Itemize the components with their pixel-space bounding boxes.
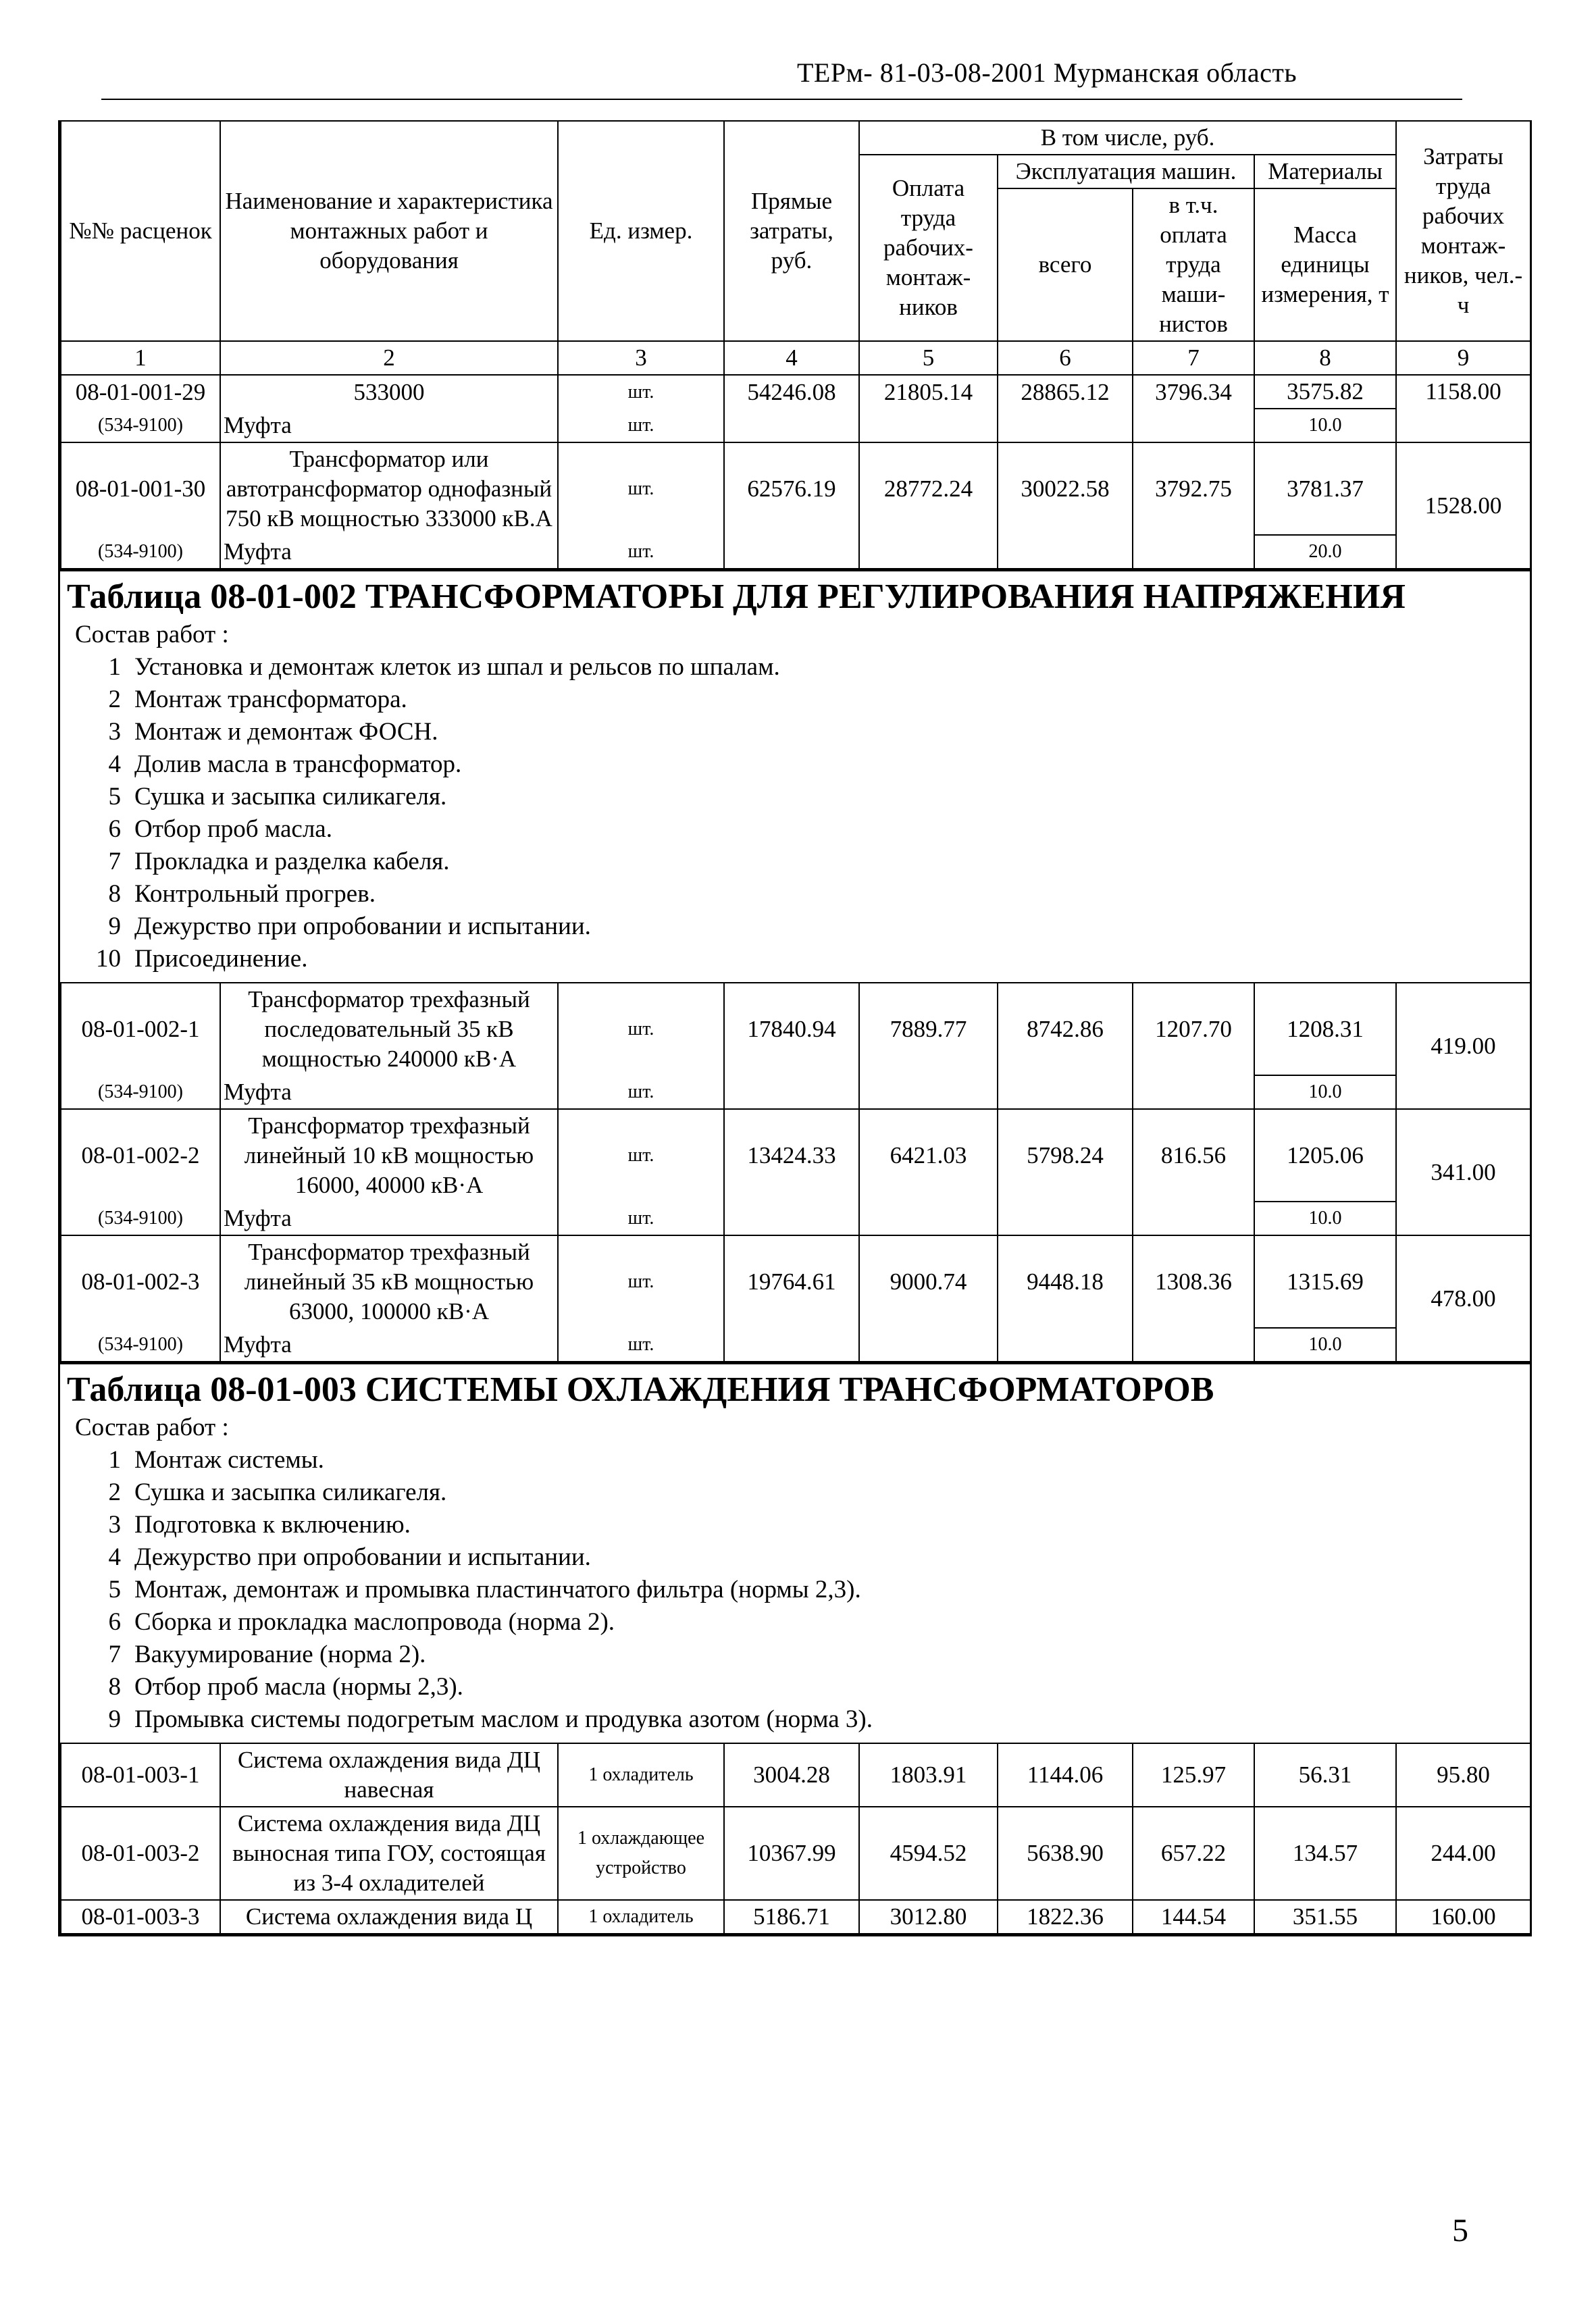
- material-unit: шт.: [558, 1075, 724, 1109]
- material-name: Муфта: [220, 1328, 558, 1362]
- header-name: Наименование и характеристика монтажных работ и оборудования: [220, 121, 558, 341]
- table-row: [61, 442, 1530, 535]
- work-item: 6 Отбор проб масла.: [108, 815, 332, 843]
- row-unit: шт.: [558, 442, 724, 535]
- table-row: [61, 1807, 1530, 1900]
- header-machines-incl: в т.ч. оплата труда маши-нистов: [1133, 188, 1254, 341]
- row-machinists: 3792.75: [1133, 442, 1254, 535]
- row-machines: 5638.90: [998, 1807, 1133, 1900]
- header-rule: [101, 99, 1462, 100]
- section-title: Таблица 08-01-003 СИСТЕМЫ ОХЛАЖДЕНИЯ ТРАНСФОРМАТОРОВ: [67, 1370, 1214, 1409]
- row-unit: 1 охлаждающее устройство: [558, 1807, 724, 1900]
- work-item: 1 Монтаж системы.: [108, 1446, 324, 1474]
- row-code: 08-01-002-2: [61, 1109, 220, 1202]
- row-name: Трансформатор трехфазный линейный 10 кВ мощностью 16000, 40000 кВ·А: [220, 1109, 558, 1202]
- header-labor: Оплата труда рабочих-монтаж-ников: [859, 155, 998, 341]
- work-item: 8 Контрольный прогрев.: [108, 880, 376, 908]
- row-machinists: 125.97: [1133, 1743, 1254, 1807]
- row-labor: 9000.74: [859, 1235, 998, 1328]
- material-name: Муфта: [220, 1202, 558, 1235]
- row-hours: 1158.00: [1396, 375, 1530, 442]
- work-item: 6 Сборка и прокладка маслопровода (норма 2).: [108, 1608, 615, 1636]
- row-name: 533000: [220, 375, 558, 409]
- header-unit: Ед. измер.: [558, 121, 724, 341]
- material-name: Муфта: [220, 535, 558, 569]
- col-number: 7: [1133, 341, 1254, 375]
- header-machines: Эксплуатация машин.: [998, 155, 1254, 188]
- row-unit: шт.: [558, 1235, 724, 1328]
- table-row: [61, 983, 1530, 1075]
- material-name: Муфта: [220, 1075, 558, 1109]
- column-number-row: [61, 341, 1530, 375]
- section-title: Таблица 08-01-002 ТРАНСФОРМАТОРЫ ДЛЯ РЕГУЛИРОВАНИЯ НАПРЯЖЕНИЯ: [67, 577, 1406, 616]
- row-direct: 54246.08: [724, 375, 859, 409]
- row-machines: 1822.36: [998, 1900, 1133, 1934]
- document-header: ТЕРм- 81-03-08-2001 Мурманская область: [797, 57, 1297, 88]
- row-machines: 28865.12: [998, 375, 1133, 409]
- header-direct: Прямые затраты, руб.: [724, 121, 859, 341]
- work-item: 9 Промывка системы подогретым маслом и продувка азотом (норма 3).: [108, 1705, 873, 1733]
- row-name: Трансформатор трехфазный линейный 35 кВ мощностью 63000, 100000 кВ·А: [220, 1235, 558, 1328]
- row-code: 08-01-003-2: [61, 1807, 220, 1900]
- row-unit: 1 охладитель: [558, 1743, 724, 1807]
- material-unit: шт.: [558, 409, 724, 442]
- row-machinists: 3796.34: [1133, 375, 1254, 409]
- row-unit: шт.: [558, 1109, 724, 1202]
- row-unit: шт.: [558, 375, 724, 409]
- row-machines: 1144.06: [998, 1743, 1133, 1807]
- row-materials: 3781.37: [1254, 442, 1396, 535]
- table-row: [61, 375, 1530, 409]
- work-item: 2 Монтаж трансформатора.: [108, 686, 407, 713]
- material-value: 10.0: [1254, 1202, 1396, 1235]
- table-row: [61, 1109, 1530, 1202]
- table-row: [61, 1235, 1530, 1328]
- row-machinists: 816.56: [1133, 1109, 1254, 1202]
- row-materials: 1208.31: [1254, 983, 1396, 1075]
- material-unit: шт.: [558, 535, 724, 569]
- material-code: (534-9100): [61, 409, 220, 442]
- work-item: 4 Дежурство при опробовании и испытании.: [108, 1543, 591, 1571]
- row-labor: 1803.91: [859, 1743, 998, 1807]
- rates-table-frame: [58, 120, 1532, 1936]
- work-item: 3 Монтаж и демонтаж ФОСН.: [108, 718, 438, 746]
- row-name: Система охлаждения вида Ц: [220, 1900, 558, 1934]
- row-machinists: 144.54: [1133, 1900, 1254, 1934]
- work-item: 10 Присоединение.: [96, 945, 308, 973]
- work-composition-title: Состав работ :: [75, 621, 229, 648]
- row-materials: 351.55: [1254, 1900, 1396, 1934]
- row-machines: 5798.24: [998, 1109, 1133, 1202]
- row-labor: 4594.52: [859, 1807, 998, 1900]
- row-labor: 3012.80: [859, 1900, 998, 1934]
- row-machines: 9448.18: [998, 1235, 1133, 1328]
- rates-table-block2: [60, 982, 1531, 1362]
- row-materials: 56.31: [1254, 1743, 1396, 1807]
- page-number: 5: [1452, 2213, 1468, 2248]
- work-item: 3 Подготовка к включению.: [108, 1511, 411, 1539]
- col-number: 3: [558, 341, 724, 375]
- table-08-01-003-section: [60, 1362, 1530, 1743]
- col-number: 1: [61, 341, 220, 375]
- row-name: Система охлаждения вида ДЦ навесная: [220, 1743, 558, 1807]
- material-row: [61, 1202, 1530, 1235]
- rates-table-block1: [60, 120, 1531, 569]
- row-direct: 17840.94: [724, 983, 859, 1075]
- row-direct: 10367.99: [724, 1807, 859, 1900]
- row-name: Трансформатор трехфазный последовательный 35 кВ мощностью 240000 кВ·А: [220, 983, 558, 1075]
- table-08-01-002-section: [60, 569, 1530, 982]
- row-machinists: 1308.36: [1133, 1235, 1254, 1328]
- material-unit: шт.: [558, 1202, 724, 1235]
- row-unit: шт.: [558, 983, 724, 1075]
- col-number: 4: [724, 341, 859, 375]
- work-item: 9 Дежурство при опробовании и испытании.: [108, 912, 591, 940]
- row-name: Система охлаждения вида ДЦ выносная типа ГОУ, состоящая из 3-4 охладителей: [220, 1807, 558, 1900]
- rates-table-block3: [60, 1743, 1531, 1934]
- row-machinists: 1207.70: [1133, 983, 1254, 1075]
- row-hours: 419.00: [1396, 983, 1530, 1109]
- header-machines-total: всего: [998, 188, 1133, 341]
- row-hours: 1528.00: [1396, 442, 1530, 569]
- row-direct: 19764.61: [724, 1235, 859, 1328]
- row-materials: 1205.06: [1254, 1109, 1396, 1202]
- row-machines: 8742.86: [998, 983, 1133, 1075]
- material-code: (534-9100): [61, 535, 220, 569]
- material-code: (534-9100): [61, 1202, 220, 1235]
- material-row: [61, 1328, 1530, 1362]
- table-row: [61, 1900, 1530, 1934]
- row-machines: 30022.58: [998, 442, 1133, 535]
- material-code: (534-9100): [61, 1075, 220, 1109]
- row-hours: 244.00: [1396, 1807, 1530, 1900]
- row-direct: 5186.71: [724, 1900, 859, 1934]
- work-item: 1 Установка и демонтаж клеток из шпал и рельсов по шпалам.: [108, 653, 780, 681]
- material-row: [61, 1075, 1530, 1109]
- work-item: 7 Вакуумирование (норма 2).: [108, 1641, 426, 1668]
- material-value: 10.0: [1254, 1328, 1396, 1362]
- row-hours: 341.00: [1396, 1109, 1530, 1235]
- work-item: 5 Монтаж, демонтаж и промывка пластинчатого фильтра (нормы 2,3).: [108, 1576, 861, 1603]
- col-number: 9: [1396, 341, 1530, 375]
- header-code: №№ расценок: [61, 121, 220, 341]
- material-row: [61, 409, 1530, 442]
- row-materials: 134.57: [1254, 1807, 1396, 1900]
- row-labor: 21805.14: [859, 375, 998, 409]
- col-number: 6: [998, 341, 1133, 375]
- row-code: 08-01-002-1: [61, 983, 220, 1075]
- material-row: [61, 535, 1530, 569]
- material-unit: шт.: [558, 1328, 724, 1362]
- work-item: 5 Сушка и засыпка силикагеля.: [108, 783, 447, 811]
- material-value: 10.0: [1254, 409, 1396, 442]
- header-including: В том числе, руб.: [859, 121, 1396, 155]
- row-code: 08-01-002-3: [61, 1235, 220, 1328]
- row-labor: 6421.03: [859, 1109, 998, 1202]
- work-item: 2 Сушка и засыпка силикагеля.: [108, 1479, 447, 1506]
- row-materials: 1315.69: [1254, 1235, 1396, 1328]
- row-direct: 62576.19: [724, 442, 859, 535]
- row-labor: 28772.24: [859, 442, 998, 535]
- row-hours: 478.00: [1396, 1235, 1530, 1362]
- header-laborhours: Затраты труда рабочих монтаж-ников, чел.-ч: [1396, 121, 1530, 341]
- row-name: Трансформатор или автотрансформатор однофазный 750 кВ мощностью 333000 кВ.А: [220, 442, 558, 535]
- row-code: 08-01-003-3: [61, 1900, 220, 1934]
- work-item: 8 Отбор проб масла (нормы 2,3).: [108, 1673, 463, 1701]
- row-code: 08-01-001-29: [61, 375, 220, 409]
- material-name: Муфта: [220, 409, 558, 442]
- row-hours: 95.80: [1396, 1743, 1530, 1807]
- row-machinists: 657.22: [1133, 1807, 1254, 1900]
- work-composition-title: Состав работ :: [75, 1414, 229, 1441]
- row-unit: 1 охладитель: [558, 1900, 724, 1934]
- col-number: 8: [1254, 341, 1396, 375]
- row-hours: 160.00: [1396, 1900, 1530, 1934]
- material-code: (534-9100): [61, 1328, 220, 1362]
- work-item: 7 Прокладка и разделка кабеля.: [108, 848, 450, 875]
- row-code: 08-01-003-1: [61, 1743, 220, 1807]
- material-value: 10.0: [1254, 1075, 1396, 1109]
- header-materials: Материалы: [1254, 155, 1396, 188]
- work-item: 4 Долив масла в трансформатор.: [108, 750, 462, 778]
- header-mass: Масса единицы измерения, т: [1254, 188, 1396, 341]
- row-code: 08-01-001-30: [61, 442, 220, 535]
- material-value: 20.0: [1254, 535, 1396, 569]
- row-direct: 13424.33: [724, 1109, 859, 1202]
- col-number: 5: [859, 341, 998, 375]
- row-materials: 3575.82: [1254, 375, 1396, 409]
- table-row: [61, 1743, 1530, 1807]
- row-direct: 3004.28: [724, 1743, 859, 1807]
- col-number: 2: [220, 341, 558, 375]
- row-labor: 7889.77: [859, 983, 998, 1075]
